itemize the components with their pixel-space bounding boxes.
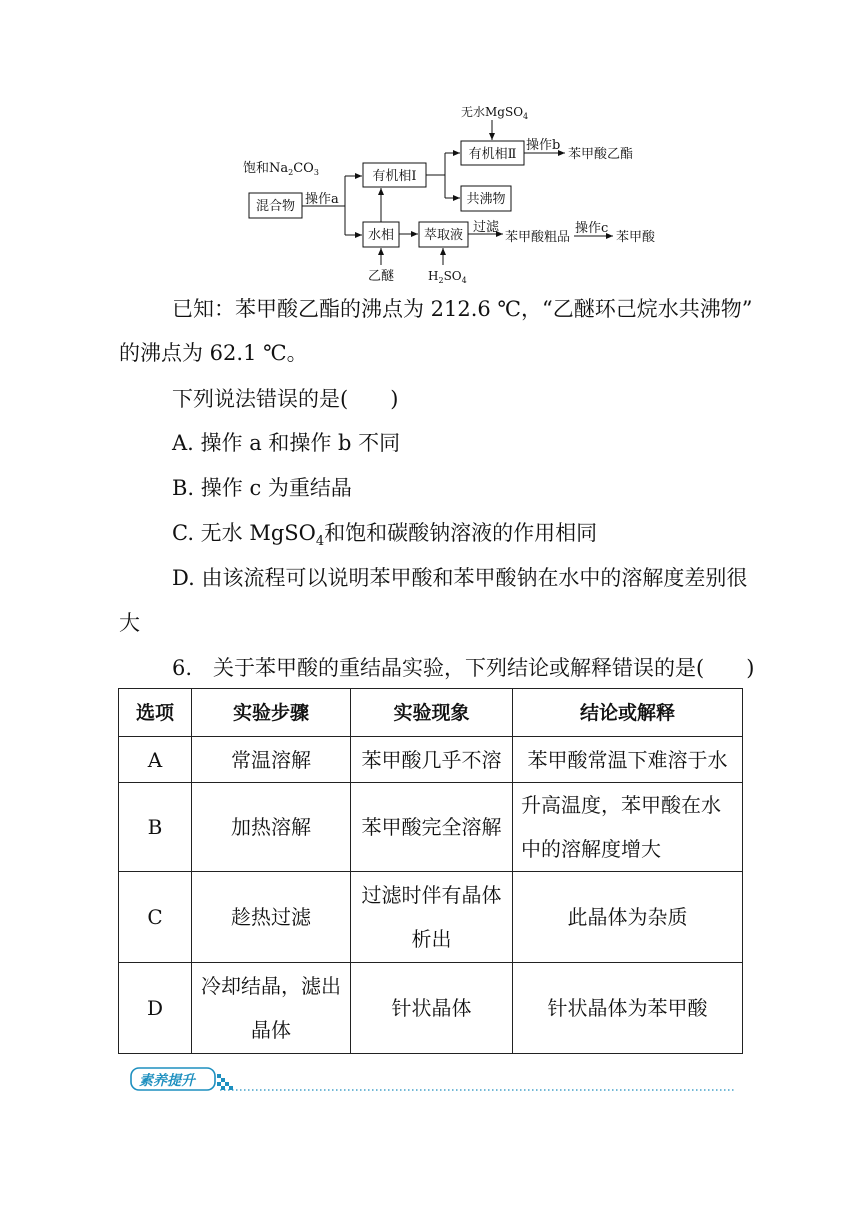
- header-step: 实验步骤: [192, 689, 351, 737]
- table-row: [119, 783, 743, 872]
- question-5: 下列说法错误的是( ): [172, 387, 399, 411]
- cell-phenomenon: 苯甲酸完全溶解: [351, 783, 513, 872]
- label-h2so4: $H_2SO_4$: [428, 269, 467, 285]
- table-row: [119, 737, 743, 783]
- label-mgso4: 无水MgSO$_4$: [461, 105, 529, 121]
- option-d-line-1: D. 由该流程可以说明苯甲酸和苯甲酸钠在水中的溶解度差别很: [172, 566, 748, 590]
- cell-conclusion: 升高温度，苯甲酸在水 中的溶解度增大: [513, 783, 743, 872]
- label-ether: 乙醚: [368, 269, 395, 284]
- cell-step: 趁热过滤: [192, 872, 351, 963]
- label-naco3: 饱和$Na_2CO_3$: [243, 161, 319, 177]
- label-extract: 萃取液: [423, 228, 464, 243]
- header-phenomenon: 实验现象: [351, 689, 513, 737]
- cell-option: C: [119, 872, 192, 963]
- option-b: B. 操作 c 为重结晶: [172, 476, 352, 500]
- cell-conclusion: 针状晶体为苯甲酸: [513, 963, 743, 1054]
- cell-phenomenon: 针状晶体: [351, 963, 513, 1054]
- table-header-row: [119, 689, 743, 737]
- cell-step: 常温溶解: [192, 737, 351, 783]
- cell-phenomenon: 苯甲酸几乎不溶: [351, 737, 513, 783]
- header-option: 选项: [119, 689, 192, 737]
- header-conclusion: 结论或解释: [513, 689, 743, 737]
- table-row: [119, 963, 743, 1054]
- known-line-1: 已知：苯甲酸乙酯的沸点为 212.6 ℃，“乙醚环己烷水共沸物”: [172, 297, 753, 321]
- cell-phenomenon: 过滤时伴有晶体 析出: [351, 872, 513, 963]
- question-6: 6. 关于苯甲酸的重结晶实验，下列结论或解释错误的是( ): [172, 656, 755, 680]
- label-filter: 过滤: [473, 220, 500, 235]
- cell-conclusion: 此晶体为杂质: [513, 872, 743, 963]
- option-d-line-2: 大: [119, 611, 140, 635]
- section-badge: [130, 1066, 740, 1096]
- experiment-table: [118, 688, 743, 1054]
- label-mixture: 混合物: [255, 199, 296, 214]
- option-c: C. 无水 MgSO$_4$和饱和碳酸钠溶液的作用相同: [172, 521, 598, 550]
- label-crude: 苯甲酸粗品: [505, 230, 571, 245]
- label-op-b: 操作b: [526, 138, 561, 153]
- known-line-2: 的沸点为 62.1 ℃。: [119, 341, 308, 365]
- label-org1: 有机相Ⅰ: [372, 169, 417, 184]
- label-ester: 苯甲酸乙酯: [568, 147, 634, 162]
- cell-step: 加热溶解: [192, 783, 351, 872]
- cell-conclusion: 苯甲酸常温下难溶于水: [513, 737, 743, 783]
- table-row: [119, 872, 743, 963]
- label-acid: 苯甲酸: [616, 230, 656, 245]
- badge-label: 素养提升: [139, 1073, 195, 1089]
- flow-diagram: [0, 0, 860, 300]
- label-azeo: 共沸物: [466, 192, 506, 207]
- option-a: A. 操作 a 和操作 b 不同: [172, 431, 401, 455]
- cell-option: A: [119, 737, 192, 783]
- label-water: 水相: [367, 228, 395, 243]
- cell-option: D: [119, 963, 192, 1054]
- label-org2: 有机相Ⅱ: [468, 147, 517, 162]
- cell-option: B: [119, 783, 192, 872]
- cell-step: 冷却结晶，滤出 晶体: [192, 963, 351, 1054]
- label-op-a: 操作a: [305, 192, 339, 207]
- label-op-c: 操作c: [575, 221, 609, 236]
